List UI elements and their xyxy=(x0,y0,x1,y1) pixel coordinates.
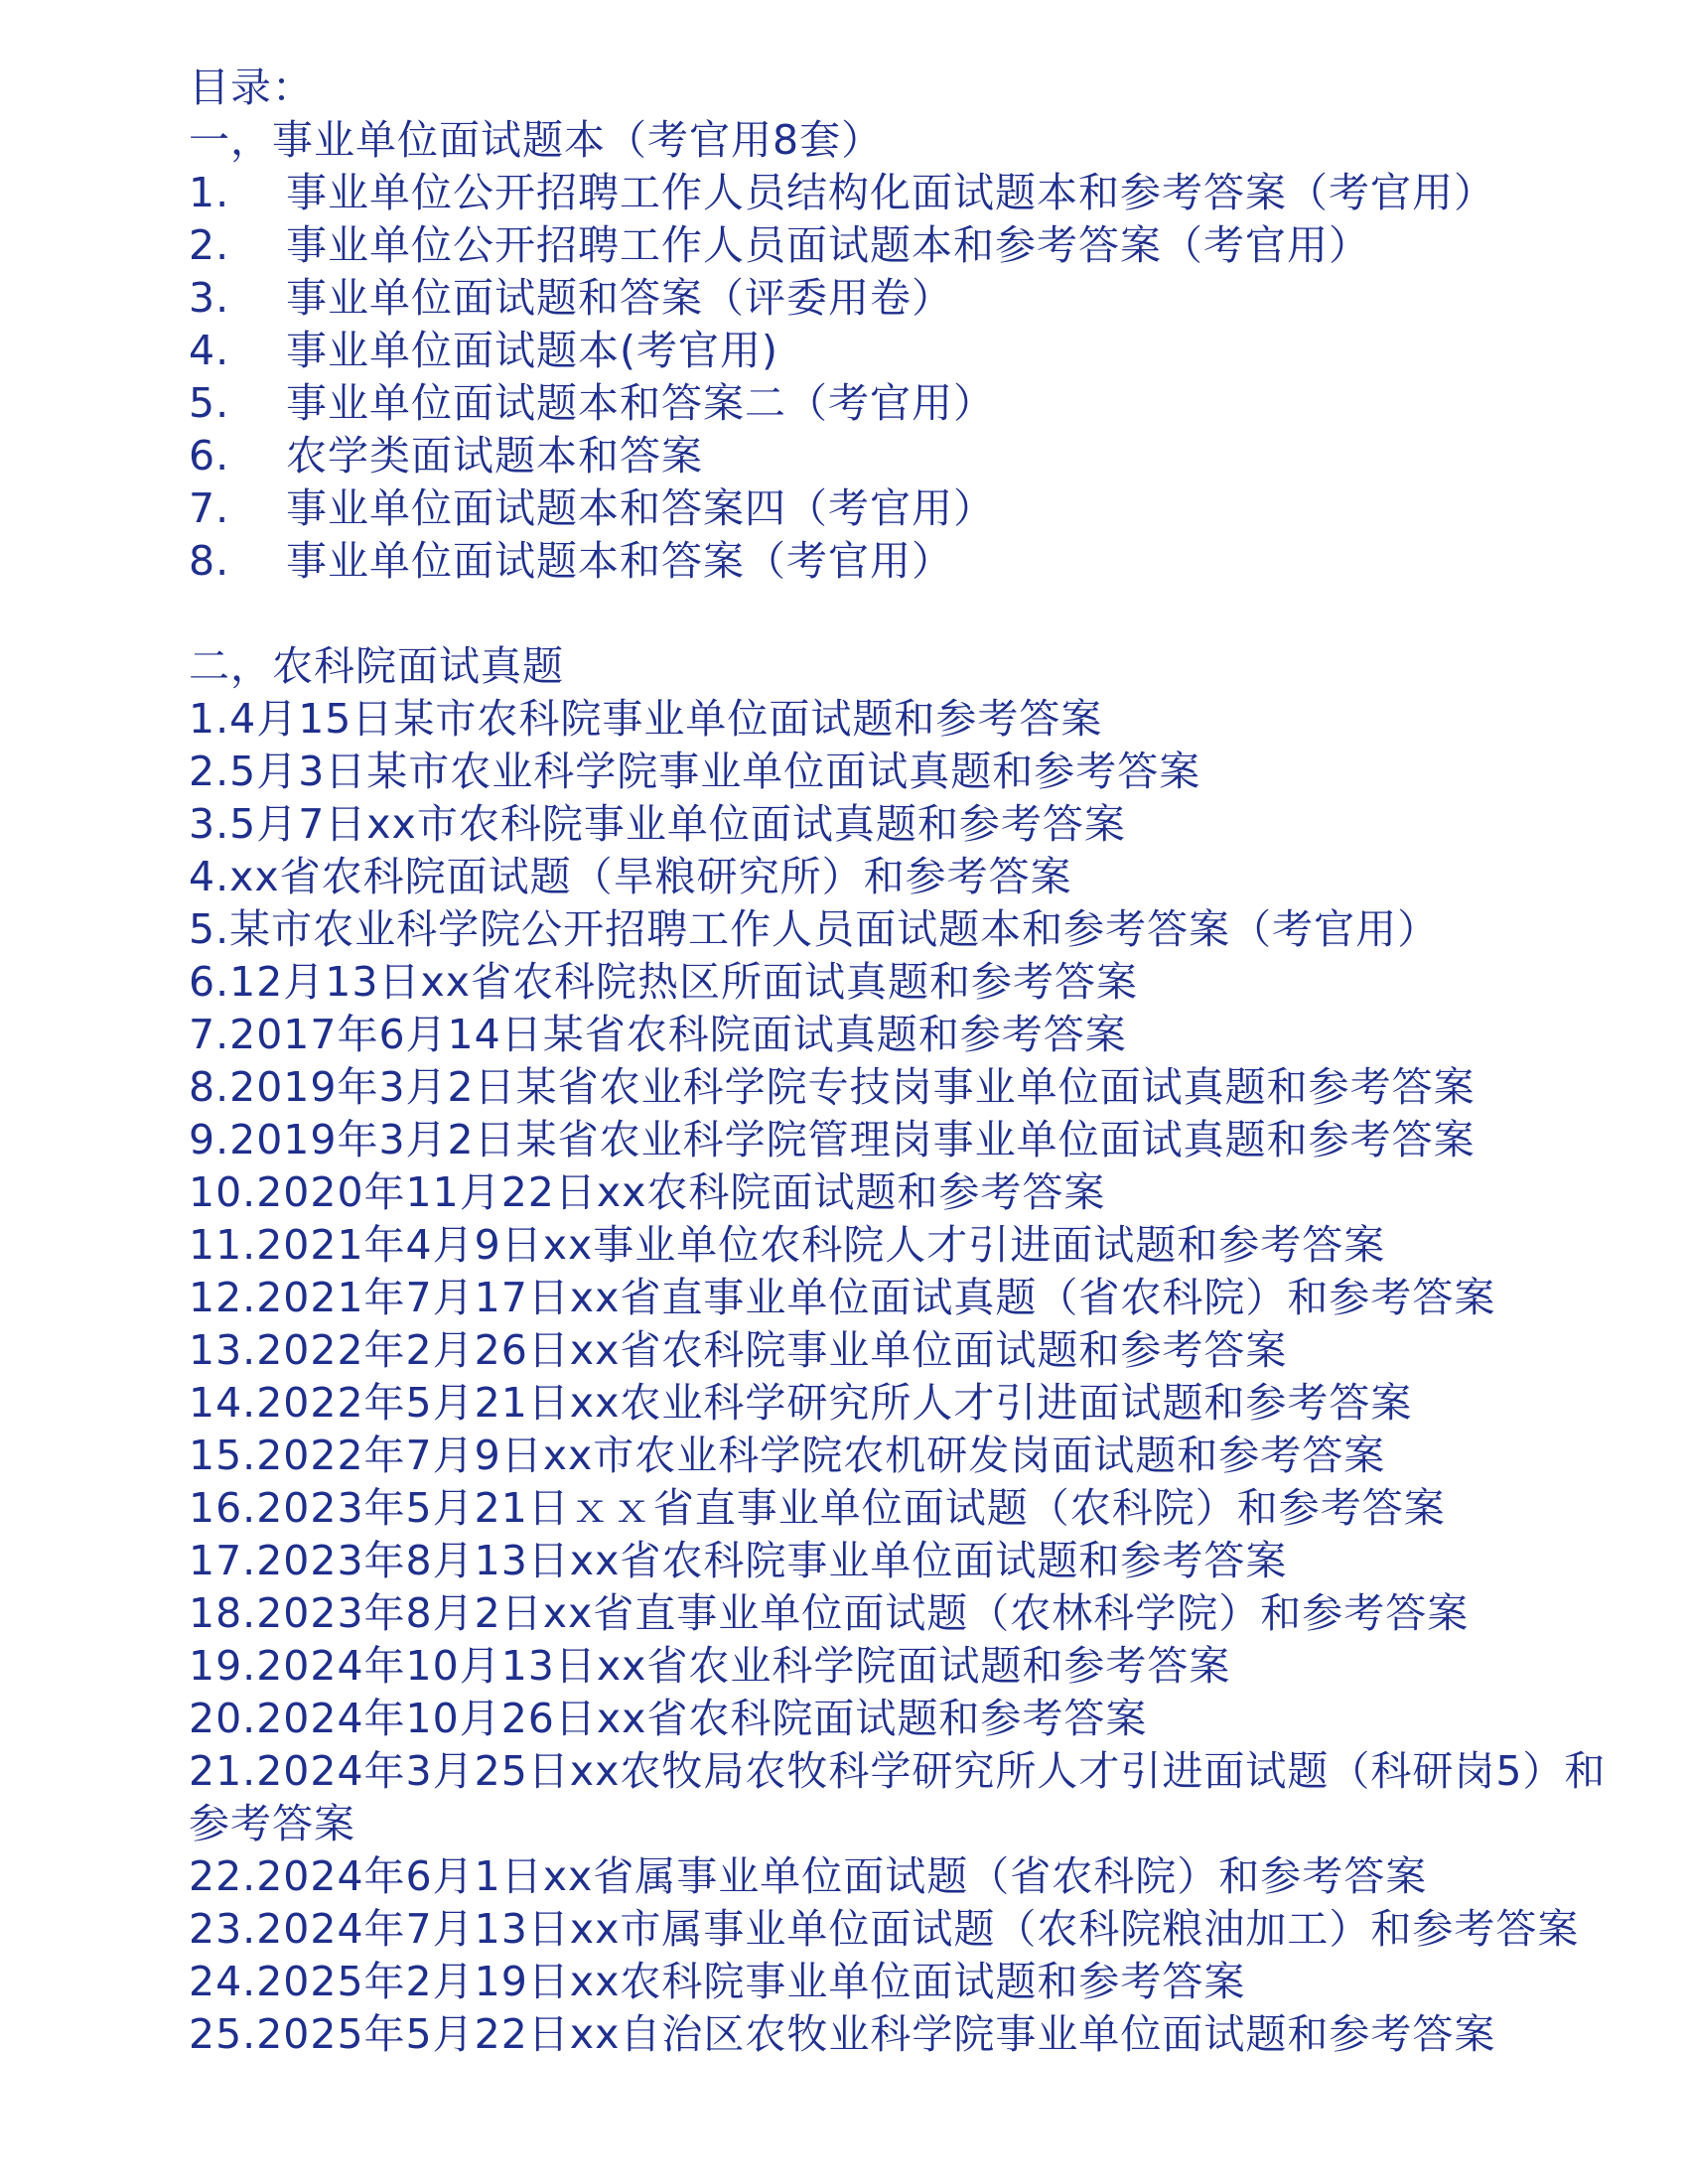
section-2-heading: 二，农科院面试真题 xyxy=(189,642,564,690)
section-gap xyxy=(189,588,1618,640)
toc-item xyxy=(189,377,1618,430)
toc-item-number: 4. xyxy=(189,327,230,374)
toc-item: 12.2021年7月17日xx省直事业单位面试真题（省农科院）和参考答案 xyxy=(189,1274,1496,1321)
toc-item-text: 事业单位面试题本和答案（考官用） xyxy=(286,537,953,585)
toc-item: 19.2024年10月13日xx省农业科学院面试题和参考答案 xyxy=(189,1642,1231,1690)
toc-item: 4.xx省农科院面试题（旱粮研究所）和参考答案 xyxy=(189,853,1072,900)
toc-item: 8.2019年3月2日某省农业科学院专技岗事业单位面试真题和参考答案 xyxy=(189,1063,1476,1111)
toc-item: 2.5月3日某市农业科学院事业单位面试真题和参考答案 xyxy=(189,748,1201,795)
toc-item xyxy=(189,482,1618,535)
toc-item: 14.2022年5月21日xx农业科学研究所人才引进面试题和参考答案 xyxy=(189,1379,1413,1427)
toc-item: 24.2025年2月19日xx农科院事业单位面试题和参考答案 xyxy=(189,1958,1246,2005)
toc-item xyxy=(189,430,1618,482)
toc-item-text: 事业单位面试题本(考官用) xyxy=(286,327,778,374)
toc-item: 17.2023年8月13日xx省农科院事业单位面试题和参考答案 xyxy=(189,1537,1288,1584)
toc-item-number: 2. xyxy=(189,221,230,269)
section-1-heading: 一，事业单位面试题本（考官用8套） xyxy=(189,116,884,164)
toc-item-text: 农学类面试题本和答案 xyxy=(286,432,703,479)
toc-item-number: 6. xyxy=(189,432,230,479)
toc-item: 20.2024年10月26日xx省农科院面试题和参考答案 xyxy=(189,1695,1148,1742)
toc-item xyxy=(189,535,1618,588)
toc-item: 13.2022年2月26日xx省农科院事业单位面试题和参考答案 xyxy=(189,1326,1288,1374)
toc-item-number: 1. xyxy=(189,169,230,216)
toc-item: 5.某市农业科学院公开招聘工作人员面试题本和参考答案（考官用） xyxy=(189,905,1440,953)
toc-item: 3.5月7日xx市农科院事业单位面试真题和参考答案 xyxy=(189,800,1126,848)
toc-item-number: 3. xyxy=(189,274,230,322)
toc-item: 22.2024年6月1日xx省属事业单位面试题（省农科院）和参考答案 xyxy=(189,1852,1428,1900)
toc-item: 9.2019年3月2日某省农业科学院管理岗事业单位面试真题和参考答案 xyxy=(189,1116,1476,1163)
toc-item: 10.2020年11月22日xx农科院面试题和参考答案 xyxy=(189,1168,1106,1216)
toc-item-text: 事业单位公开招聘工作人员结构化面试题本和参考答案（考官用） xyxy=(286,169,1495,216)
toc-item xyxy=(189,272,1618,325)
toc-item-text: 事业单位面试题本和答案二（考官用） xyxy=(286,379,995,427)
toc-item-number: 7. xyxy=(189,484,230,532)
toc-item: 15.2022年7月9日xx市农业科学院农机研发岗面试题和参考答案 xyxy=(189,1432,1386,1479)
toc-item: 16.2023年5月21日ｘｘ省直事业单位面试题（农科院）和参考答案 xyxy=(189,1484,1446,1532)
toc-item xyxy=(189,325,1618,377)
toc-item: 21.2024年3月25日xx农牧局农牧科学研究所人才引进面试题（科研岗5）和参考答案 xyxy=(189,1747,1607,1847)
toc-item xyxy=(189,167,1618,219)
toc-item: 25.2025年5月22日xx自治区农牧业科学院事业单位面试题和参考答案 xyxy=(189,2010,1496,2058)
toc-item: 7.2017年6月14日某省农科院面试真题和参考答案 xyxy=(189,1011,1127,1058)
toc-item: 1.4月15日某市农科院事业单位面试题和参考答案 xyxy=(189,695,1103,743)
section-1-list xyxy=(189,167,1618,588)
toc-item-number: 8. xyxy=(189,537,230,585)
toc-item: 23.2024年7月13日xx市属事业单位面试题（农科院粮油加工）和参考答案 xyxy=(189,1905,1580,1953)
toc-item-text: 事业单位面试题本和答案四（考官用） xyxy=(286,484,995,532)
toc-item-text: 事业单位面试题和答案（评委用卷） xyxy=(286,274,953,322)
toc-item xyxy=(189,219,1618,272)
toc-page xyxy=(189,62,1618,2061)
toc-item: 18.2023年8月2日xx省直事业单位面试题（农林科学院）和参考答案 xyxy=(189,1589,1470,1637)
toc-title: 目录： xyxy=(189,64,314,111)
toc-item-text: 事业单位公开招聘工作人员面试题本和参考答案（考官用） xyxy=(286,221,1370,269)
section-2-list xyxy=(189,693,1618,2061)
toc-item-number: 5. xyxy=(189,379,230,427)
toc-item: 6.12月13日xx省农科院热区所面试真题和参考答案 xyxy=(189,958,1138,1006)
toc-item: 11.2021年4月9日xx事业单位农科院人才引进面试题和参考答案 xyxy=(189,1221,1386,1269)
